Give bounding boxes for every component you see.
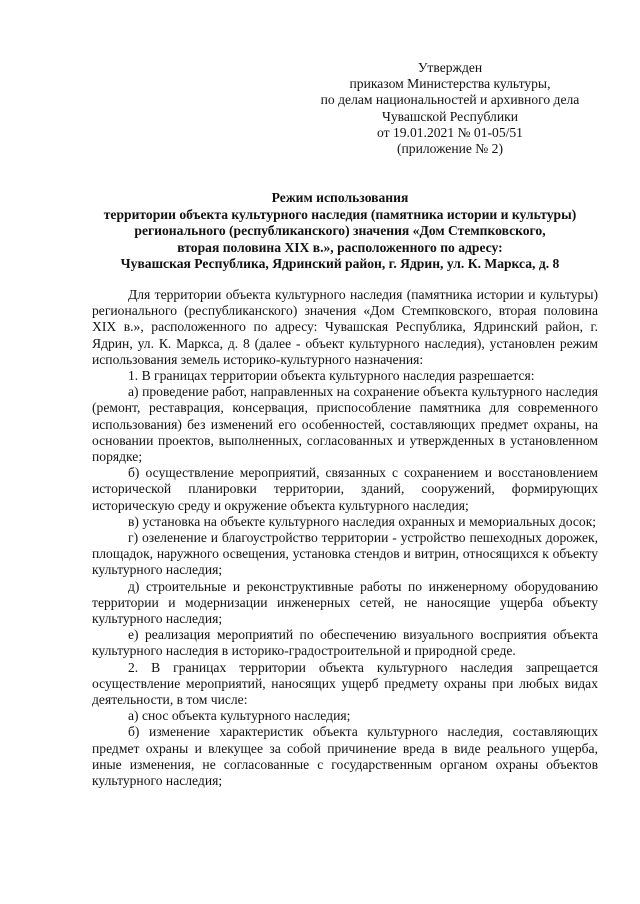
approval-line: приказом Министерства культуры, xyxy=(349,76,551,92)
section-1-item-g: г) озеленение и благоустройство территории - устройство пешеходных дорожек, площадок, наружного освещения, установка стендов и витрин, относящихся к объекту культурного наследия; xyxy=(92,530,598,578)
section-2-heading: 2. В границах территории объекта культурного наследия запрещается осуществление мероприятий, наносящих ущерб предмету охраны при любых видах деятельности, в том числе: xyxy=(92,659,598,708)
section-1-item-a: а) проведение работ, направленных на сохранение объекта культурного наследия (ремонт, реставрация, консервация, приспособление памятника для современного использования) без изменений его особенностей, составляющих предмет охраны, на основании проектов, выполненных, согласованных и утвержденных в установленном порядке; xyxy=(92,384,598,465)
title-line: территории объекта культурного наследия (памятника истории и культуры) xyxy=(103,206,577,222)
intro-paragraph: Для территории объекта культурного наследия (памятника истории и культуры) регионального (республиканского) значения «Дом Стемпковского, вторая половина XIX в.», расположенного по адресу: Чувашская Республика, Ядринский район, г. Ядрин, ул. К. Маркса, д. 8 (далее - объект культурного наследия), установлен режим использования земель историко-культурного назначения: xyxy=(92,287,598,367)
approval-line: Утвержден xyxy=(417,60,483,75)
title-line: регионального (республиканского) значения «Дом Стемпковского, xyxy=(134,223,546,238)
section-1-item-d: д) строительные и реконструктивные работы по инженерному оборудованию территории и модернизации инженерных сетей, не наносящие ущерба объекту культурного наследия; xyxy=(92,578,598,627)
section-1-item-e: е) реализация мероприятий по обеспечению визуального восприятия объекта культурного наследия в историко-градостроительной и природной среде. xyxy=(92,627,598,659)
approval-line: по делам национальностей и архивного дела xyxy=(320,92,580,108)
section-1-heading: 1. В границах территории объекта культурного наследия разрешается: xyxy=(128,368,535,384)
title-line: Режим использования xyxy=(271,190,409,205)
approval-stamp xyxy=(300,60,600,157)
approval-line: от 19.01.2021 № 01-05/51 xyxy=(377,124,523,140)
approval-line: (приложение № 2) xyxy=(396,141,504,157)
section-2-item-b: б) изменение характеристик объекта культурного наследия, составляющих предмет охраны и влекущее за собой причинение вреда в виде реального ущерба, иные изменения, не согласованные с государственным органом охраны объектов культурного наследия; xyxy=(92,724,598,789)
document-title xyxy=(60,190,620,273)
section-1-item-b: б) осуществление мероприятий, связанных с сохранением и восстановлением исторической планировки территории, зданий, сооружений, формирующих историческую среду и окружение объекта культурного наследия; xyxy=(92,465,598,513)
approval-line: Чувашской Республики xyxy=(382,108,518,124)
section-2-item-a: а) снос объекта культурного наследия; xyxy=(128,708,351,724)
title-line: Чувашская Республика, Ядринский район, г. Ядрин, ул. К. Маркса, д. 8 xyxy=(120,256,560,271)
title-line: вторая половина XIX в.», расположенного по адресу: xyxy=(177,239,503,255)
section-1-item-v: в) установка на объекте культурного наследия охранных и мемориальных досок; xyxy=(128,513,597,529)
document-body xyxy=(92,287,598,789)
